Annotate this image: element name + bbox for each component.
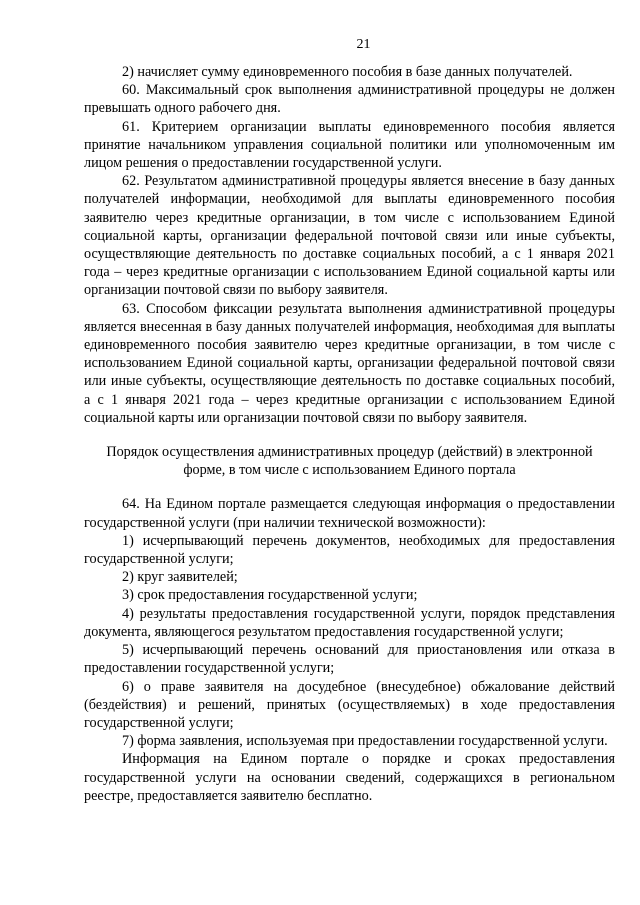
- paragraph: 62. Результатом административной процедуры является внесение в базу данных получателей информации, необходимой для выплаты единовременного пособия заявителю через кредитные организации, в том числе с использованием Единой социальной карты, организации федеральной почтовой связи или иные субъекты, осуществляющие деятельность по доставке социальных пособий, а с 1 января 2021 года – через кредитные организации с использованием Единой социальной карты или организации почтовой связи по выбору заявителя.: [84, 173, 615, 299]
- body-text-bottom: [84, 495, 615, 804]
- body-text-top: [84, 63, 615, 427]
- page-number: 21: [356, 37, 371, 52]
- paragraph: 63. Способом фиксации результата выполнения административной процедуры является внесенная в базу данных получателей информация, необходимая для выплаты единовременного пособия заявителю через кредитные организации, в том числе с использованием Единой социальной карты, организации федеральной почтовой связи или иные субъекты, осуществляющие деятельность по доставке социальных пособий, а с 1 января 2021 года – через кредитные организации с использованием Единой социальной карты или организации почтовой связи по выбору заявителя.: [84, 300, 615, 426]
- paragraph: 64. На Едином портале размещается следующая информация о предоставлении государственной услуги (при наличии технической возможности):: [84, 496, 615, 531]
- list-item: 2) круг заявителей;: [122, 569, 238, 586]
- list-item: 5) исчерпывающий перечень оснований для приостановления или отказа в предоставлении государственной услуги;: [84, 642, 615, 677]
- paragraph: 61. Критерием организации выплаты единовременного пособия является принятие начальником управления социальной политики или уполномоченным им лицом решения о предоставлении государственной услуги.: [84, 118, 615, 172]
- list-item: 7) форма заявления, используемая при предоставлении государственной услуги.: [122, 733, 608, 750]
- section-heading: Порядок осуществления административных процедур (действий) в электронной форме, в том числе с использованием Единого портала: [106, 444, 593, 479]
- paragraph: 2) начисляет сумму единовременного пособия в базе данных получателей.: [122, 64, 573, 80]
- list-item: 1) исчерпывающий перечень документов, необходимых для предоставления государственной услуги;: [84, 532, 615, 568]
- list-item: 4) результаты предоставления государственной услуги, порядок представления документа, являющегося результатом предоставления государственной услуги;: [84, 605, 615, 640]
- paragraph: 60. Максимальный срок выполнения административной процедуры не должен превышать одного рабочего дня.: [84, 82, 615, 117]
- paragraph: Информация на Едином портале о порядке и сроках предоставления государственной услуги на основании сведений, содержащихся в региональном реестре, предоставляется заявителю бесплатно.: [84, 751, 615, 804]
- list-item: 6) о праве заявителя на досудебное (внесудебное) обжалование действий (бездействия) и решений, принятых (осуществляемых) в ходе предоставления государственной услуги;: [84, 678, 615, 731]
- list-item: 3) срок предоставления государственной услуги;: [122, 587, 418, 604]
